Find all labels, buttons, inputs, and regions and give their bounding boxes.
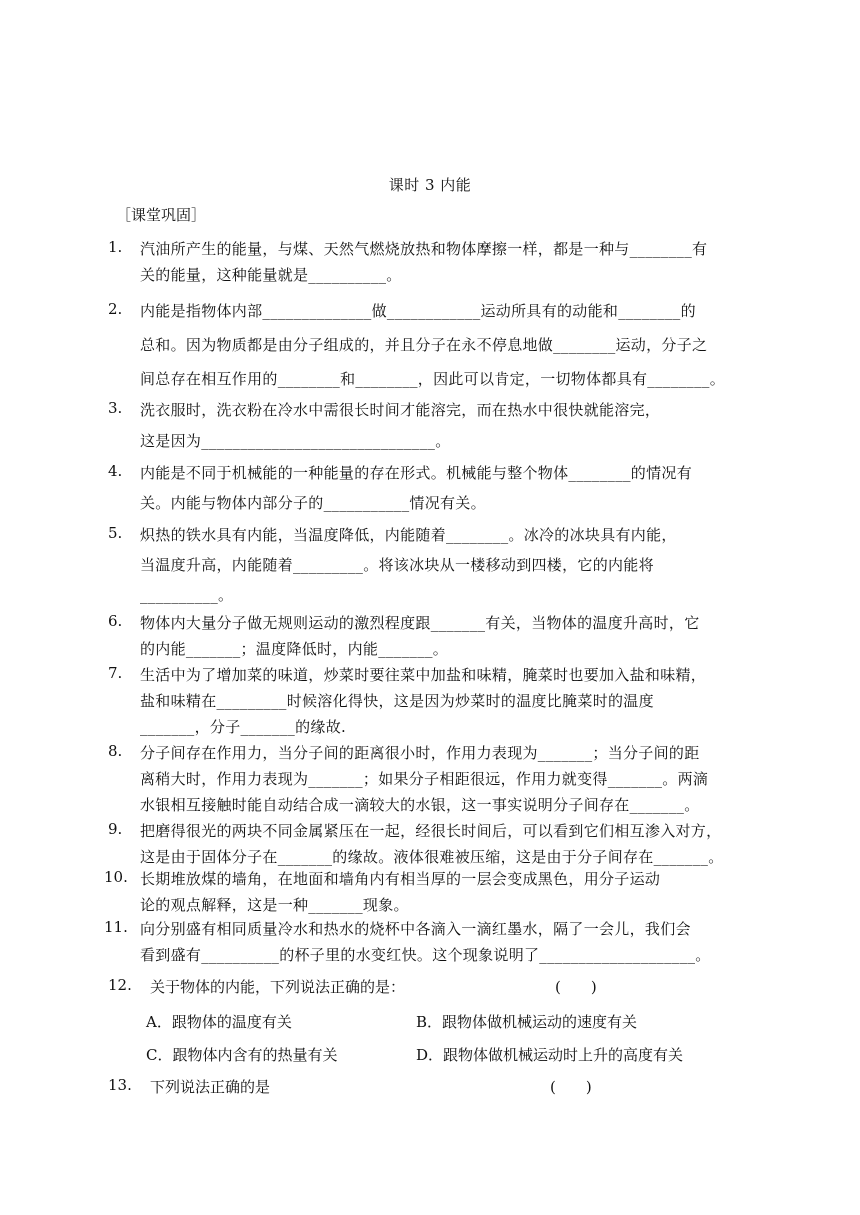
- question-text-line: 生活中为了增加菜的味道，炒菜时要往菜中加盐和味精，腌菜时也要加入盐和味精，: [140, 666, 707, 684]
- question-text-line: 长期堆放煤的墙角，在地面和墙角内有相当厚的一层会变成黑色，用分子运动: [140, 870, 661, 888]
- question-text-line: 看到盛有__________的杯子里的水变红快。这个现象说明了____________________。: [140, 946, 711, 964]
- question-text-line: 论的观点解释，这是一种_______现象。: [140, 896, 409, 914]
- question-number: 2.: [108, 300, 123, 318]
- question-number: 5.: [108, 524, 123, 542]
- option-a: A．跟物体的温度有关: [146, 1013, 292, 1031]
- question-number: 12.: [108, 976, 132, 994]
- question-text-line: 这是因为______________________________。: [140, 432, 451, 450]
- question-number: 6.: [108, 612, 123, 630]
- option-d: D．跟物体做机械运动时上升的高度有关: [416, 1046, 684, 1064]
- question-number: 13.: [108, 1076, 132, 1094]
- question-text-line: 炽热的铁水具有内能，当温度降低，内能随着________。冰冷的冰块具有内能，: [140, 526, 677, 544]
- question-text-line: 的内能_______；温度降低时，内能_______。: [140, 640, 449, 658]
- question-text-line: 把磨得很光的两块不同金属紧压在一起，经很长时间后，可以看到它们相互渗入对方，: [140, 822, 722, 840]
- question-text-line: 内能是不同于机械能的一种能量的存在形式。机械能与整个物体________的情况有: [140, 464, 693, 482]
- question-text-line: 总和。因为物质都是由分子组成的，并且分子在永不停息地做________运动，分子之: [140, 336, 708, 354]
- question-stem: 关于物体的内能，下列说法正确的是：: [150, 978, 406, 996]
- question-text-line: 水银相互接触时能自动结合成一滴较大的水银，这一事实说明分子间存在_______。: [140, 796, 700, 814]
- option-c: C．跟物体内含有的热量有关: [146, 1046, 338, 1064]
- question-text-line: __________。: [140, 586, 234, 604]
- question-number: 10.: [104, 868, 128, 886]
- question-number: 8.: [108, 742, 123, 760]
- option-b: B．跟物体做机械运动的速度有关: [416, 1013, 638, 1031]
- answer-parentheses: ( ): [555, 978, 597, 996]
- question-number: 4.: [108, 462, 123, 480]
- question-text-line: _______，分子_______的缘故.: [140, 718, 347, 736]
- question-number: 11.: [104, 918, 128, 936]
- page-title: 课时 3 内能: [388, 176, 472, 194]
- question-text-line: 当温度升高，内能随着_________。将该冰块从一楼移动到四楼，它的内能将: [140, 556, 654, 574]
- section-heading: ［课堂巩固］: [116, 206, 207, 224]
- question-text-line: 间总存在相互作用的________和________，因此可以肯定，一切物体都具有________。: [140, 370, 726, 388]
- question-text-line: 物体内大量分子做无规则运动的激烈程度跟_______有关，当物体的温度升高时，它: [140, 614, 700, 632]
- question-text-line: 分子间存在作用力，当分子间的距离很小时，作用力表现为_______；当分子间的距: [140, 744, 700, 762]
- question-number: 7.: [108, 664, 123, 682]
- question-stem: 下列说法正确的是: [150, 1078, 271, 1096]
- question-text-line: 这是由于固体分子在_______的缘故。液体很难被压缩，这是由于分子间存在_______。: [140, 848, 724, 866]
- question-text-line: 关。内能与物体内部分子的___________情况有关。: [140, 494, 486, 512]
- question-text-line: 汽油所产生的能量，与煤、天然气燃烧放热和物体摩擦一样，都是一种与________有: [140, 240, 708, 258]
- question-text-line: 离稍大时，作用力表现为_______；如果分子相距很远，作用力就变得_______。两滴: [140, 770, 709, 788]
- answer-parentheses: ( ): [550, 1078, 592, 1096]
- question-number: 3.: [108, 399, 123, 417]
- question-number: 9.: [108, 820, 123, 838]
- question-text-line: 关的能量，这种能量就是__________。: [140, 266, 402, 284]
- question-text-line: 盐和味精在_________时候溶化得快，这是因为炒菜时的温度比腌菜时的温度: [140, 692, 654, 710]
- question-number: 1.: [108, 238, 123, 256]
- question-text-line: 向分别盛有相同质量冷水和热水的烧杯中各滴入一滴红墨水，隔了一会儿，我们会: [140, 920, 691, 938]
- question-text-line: 洗衣服时，洗衣粉在冷水中需很长时间才能溶完，而在热水中很快就能溶完，: [140, 401, 661, 419]
- question-text-line: 内能是指物体内部______________做____________运动所具有的动能和________的: [140, 302, 696, 320]
